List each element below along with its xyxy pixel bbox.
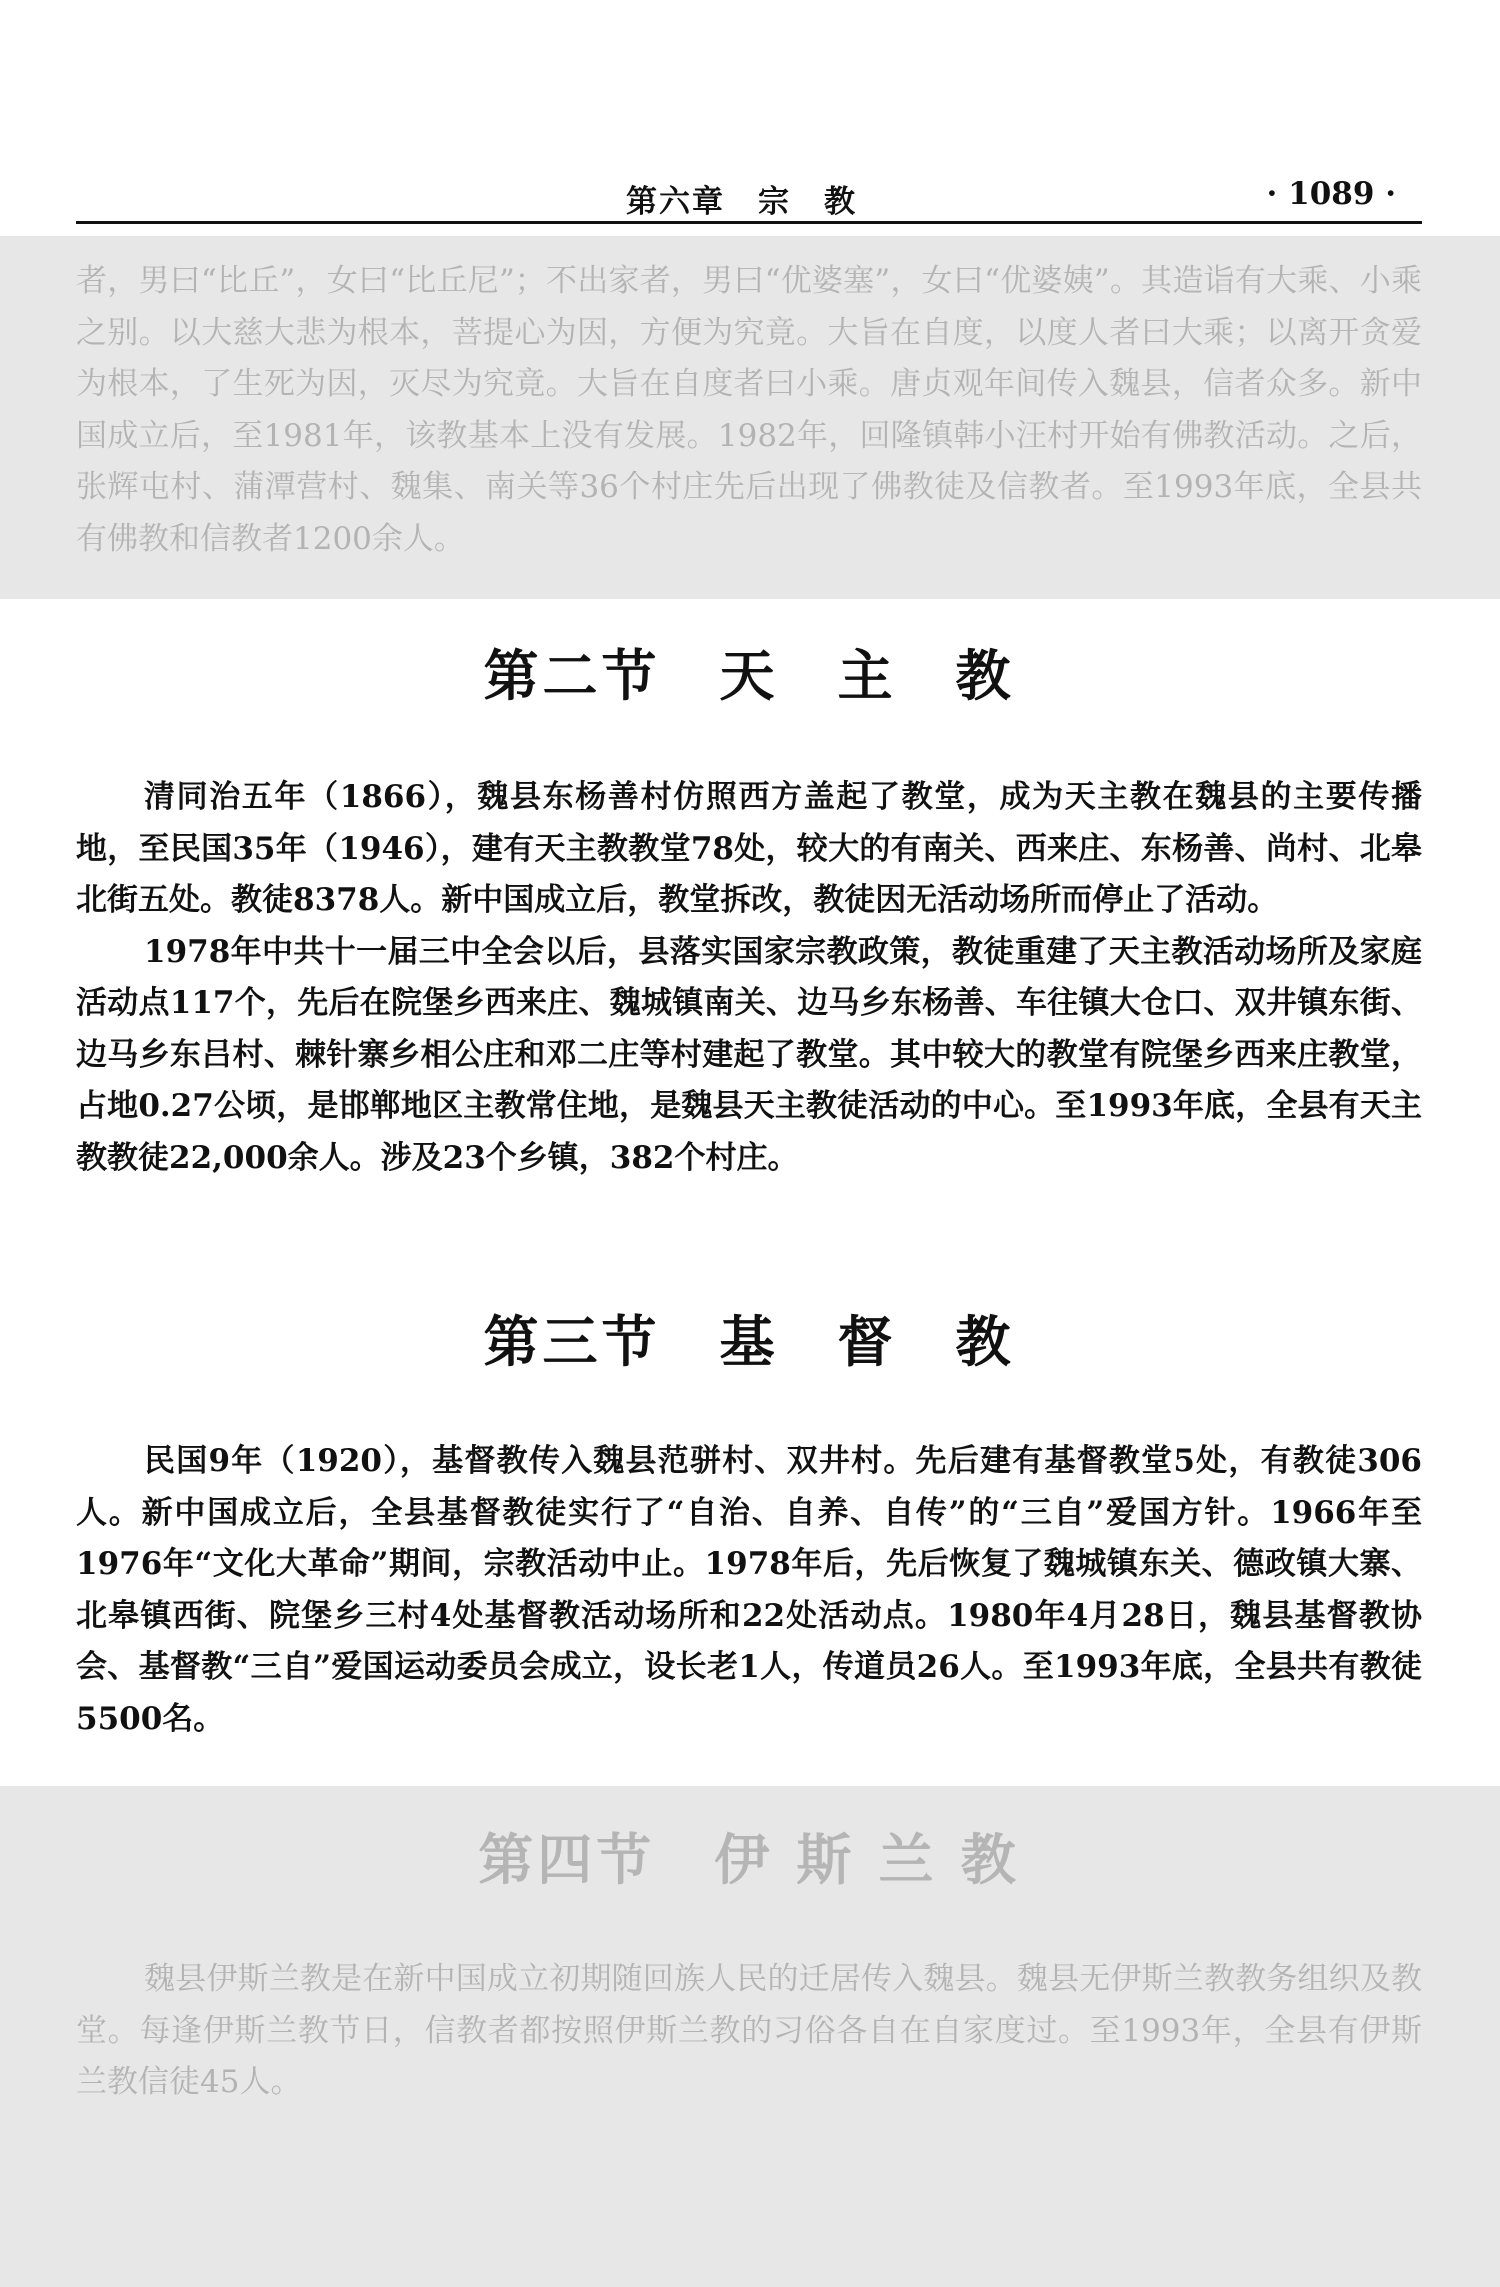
catholic-body [76,772,1422,1184]
header-rule [76,221,1422,224]
section-title-christian: 第三节 基 督 教 [483,1310,1015,1374]
buddhism-paragraph: 者，男曰“比丘”，女曰“比丘尼”；不出家者，男曰“优婆塞”，女曰“优婆姨”。其造诣有大乘、小乘之别。以大慈大悲为根本，菩提心为因，方便为究竟。大旨在自度，以度人者曰大乘；以离开贪爱为根本，了生死为因，灭尽为究竟。大旨在自度者曰小乘。唐贞观年间传入魏县，信者众多。新中国成立后，至1981年，该教基本上没有发展。1982年，回隆镇韩小汪村开始有佛教活动。之后，张辉屯村、蒲潭营村、魏集、南关等36个村庄先后出现了佛教徒及信教者。至1993年底，全县共有佛教和信教者1200余人。 [76,263,1422,557]
christian-paragraph-1: 民国9年（1920），基督教传入魏县范骈村、双井村。先后建有基督教堂5处，有教徒306人。新中国成立后，全县基督教徒实行了“自治、自养、自传”的“三自”爱国方针。1966年至1976年“文化大革命”期间，宗教活动中止。1978年后，先后恢复了魏城镇东关、德政镇大寨、北皋镇西街、院堡乡三村4处基督教活动场所和22处活动点。1980年4月28日，魏县基督教协会、基督教“三自”爱国运动委员会成立，设长老1人，传道员26人。至1993年底，全县共有教徒5500名。 [76,1443,1422,1737]
islam-paragraph-1: 魏县伊斯兰教是在新中国成立初期随回族人民的迁居传入魏县。魏县无伊斯兰教教务组织及教堂。每逢伊斯兰教节日，信教者都按照伊斯兰教的习俗各自在自家度过。至1993年，全县有伊斯兰教信徒45人。 [76,1961,1422,2100]
catholic-paragraph-2: 1978年中共十一届三中全会以后，县落实国家宗教政策，教徒重建了天主教活动场所及家庭活动点117个，先后在院堡乡西来庄、魏城镇南关、边马乡东杨善、车往镇大仓口、双井镇东街、边马乡东吕村、棘针寨乡相公庄和邓二庄等村建起了教堂。其中较大的教堂有院堡乡西来庄教堂，占地0.27公顷，是邯郸地区主教常住地，是魏县天主教徒活动的中心。至1993年底，全县有天主教教徒22,000余人。涉及23个乡镇，382个村庄。 [76,933,1422,1176]
christian-body [76,1436,1422,1745]
section-title-catholic: 第二节 天 主 教 [483,644,1015,708]
page-header [76,168,1422,224]
christian-section [76,1298,1422,1377]
section-title-islam: 第四节 伊 斯 兰 教 [478,1828,1020,1892]
page-number: · 1089 · [1266,176,1396,212]
chapter-title: 第六章 宗 教 [626,184,857,220]
buddhism-section [76,256,1422,565]
catholic-paragraph-1: 清同治五年（1866），魏县东杨善村仿照西方盖起了教堂，成为天主教在魏县的主要传播地，至民国35年（1946），建有天主教教堂78处，较大的有南关、西来庄、东杨善、尚村、北皋北街五处。教徒8378人。新中国成立后，教堂拆改，教徒因无活动场所而停止了活动。 [76,779,1422,918]
islam-body [76,1954,1422,2109]
islam-section [76,1816,1422,1895]
catholic-section [76,632,1422,711]
